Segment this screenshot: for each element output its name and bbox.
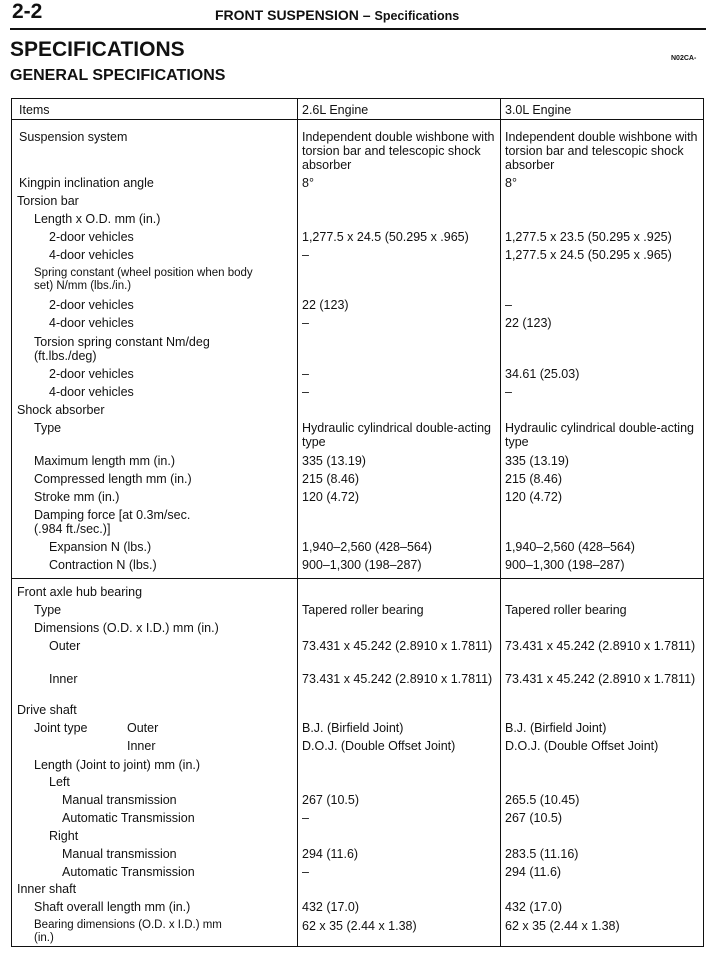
row-sc_4door-2-6l: – [302, 316, 309, 330]
row-bearing-item: Bearing dimensions (O.D. x I.D.) mm (in.) [34, 919, 222, 944]
row-outer-item: Outer [49, 639, 81, 653]
row-r_manual-2-6l: 294 (11.6) [302, 847, 359, 861]
row-is_len-3-0l: 432 (17.0) [505, 900, 562, 914]
row-susp-3-0l: Independent double wishbone with torsion bar and telescopic shock absorber [505, 130, 698, 172]
header-2-6l-engine: 2.6L Engine [302, 103, 369, 117]
row-inner-3-0l: 73.431 x 45.242 (2.8910 x 1.7811) [505, 672, 696, 686]
row-left-item: Left [49, 775, 70, 789]
row-stroke-3-0l: 120 (4.72) [505, 490, 562, 504]
row-bearing-2-6l: 62 x 35 (2.44 x 1.38) [302, 919, 417, 933]
section-title: FRONT SUSPENSION [215, 7, 359, 23]
row-shock-item: Shock absorber [17, 403, 105, 417]
row-l_manual-2-6l: 267 (10.5) [302, 793, 359, 807]
row-complen-2-6l: 215 (8.46) [302, 472, 359, 486]
spec-table [11, 98, 704, 947]
row-expansion-2-6l: 1,940–2,560 (428–564) [302, 540, 432, 554]
row-kingpin-3-0l: 8° [505, 176, 517, 190]
header-3-0l-engine: 3.0L Engine [505, 103, 572, 117]
row-joint_outer-3-0l: B.J. (Birfield Joint) [505, 721, 607, 735]
document-code: N02CA- [671, 55, 697, 62]
subsection-title: Specifications [374, 9, 460, 23]
row-ts_2door-2-6l: – [302, 367, 309, 381]
row-joint_inner-2-6l: D.O.J. (Double Offset Joint) [302, 739, 456, 753]
row-r_auto-2-6l: – [302, 865, 309, 879]
row-is_len-2-6l: 432 (17.0) [302, 900, 359, 914]
row-sc_2door-item: 2-door vehicles [49, 298, 134, 312]
page-number: 2-2 [12, 0, 43, 23]
row-r_auto-item: Automatic Transmission [62, 865, 195, 879]
row-contraction-2-6l: 900–1,300 (198–287) [302, 558, 422, 572]
row-stroke-item: Stroke mm (in.) [34, 490, 120, 504]
row-joint_outer-2-6l: B.J. (Birfield Joint) [302, 721, 404, 735]
header-items: Items [19, 103, 50, 117]
row-susp-item: Suspension system [19, 130, 128, 144]
row-right-item: Right [49, 829, 79, 843]
row-outer-2-6l: 73.431 x 45.242 (2.8910 x 1.7811) [302, 639, 493, 653]
row-ts_4door-2-6l: – [302, 385, 309, 399]
row-joint_outer-item: Joint type [34, 721, 88, 735]
row-l_manual-item: Manual transmission [62, 793, 177, 807]
row-type-2-6l: Hydraulic cylindrical double-acting type [302, 421, 491, 449]
row-inner_shaft-item: Inner shaft [17, 882, 77, 896]
row-bearing-3-0l: 62 x 35 (2.44 x 1.38) [505, 919, 620, 933]
row-sc_2door-2-6l: 22 (123) [302, 298, 349, 312]
row-complen-item: Compressed length mm (in.) [34, 472, 192, 486]
title-separator: – [362, 7, 371, 23]
row-maxlen-3-0l: 335 (13.19) [505, 454, 569, 468]
row-damping-item: Damping force [at 0.3m/sec. (.984 ft./sec.)] [34, 508, 191, 536]
row-torsion_spring-item: Torsion spring constant Nm/deg (ft.lbs./deg) [34, 335, 210, 363]
row-contraction-3-0l: 900–1,300 (198–287) [505, 558, 625, 572]
row-kingpin-2-6l: 8° [302, 176, 314, 190]
row-tb_4door-2-6l: – [302, 248, 309, 262]
row-sc_2door-3-0l: – [505, 298, 512, 312]
row-tb_2door-3-0l: 1,277.5 x 23.5 (50.295 x .925) [505, 230, 672, 244]
row-ts_4door-3-0l: – [505, 385, 512, 399]
section-subtitle: GENERAL SPECIFICATIONS [10, 67, 226, 84]
row-tb_2door-item: 2-door vehicles [49, 230, 134, 244]
row-expansion-item: Expansion N (lbs.) [49, 540, 152, 554]
row-is_len-item: Shaft overall length mm (in.) [34, 900, 191, 914]
row-joint_outer-sub: Outer [127, 721, 159, 735]
row-r_manual-3-0l: 283.5 (11.16) [505, 847, 579, 861]
row-maxlen-2-6l: 335 (13.19) [302, 454, 366, 468]
row-hub_type-2-6l: Tapered roller bearing [302, 603, 424, 617]
column-divider [500, 99, 501, 946]
row-type-3-0l: Hydraulic cylindrical double-acting type [505, 421, 694, 449]
row-l_auto-2-6l: – [302, 811, 309, 825]
running-header [10, 2, 706, 30]
row-maxlen-item: Maximum length mm (in.) [34, 454, 175, 468]
row-l_auto-item: Automatic Transmission [62, 811, 195, 825]
row-l_manual-3-0l: 265.5 (10.45) [505, 793, 580, 807]
row-tb_2door-2-6l: 1,277.5 x 24.5 (50.295 x .965) [302, 230, 469, 244]
row-complen-3-0l: 215 (8.46) [505, 472, 562, 486]
row-sc_4door-item: 4-door vehicles [49, 316, 134, 330]
row-torsion-item: Torsion bar [17, 194, 79, 208]
column-divider [297, 99, 298, 946]
row-hub_type-item: Type [34, 603, 62, 617]
row-ds_length-item: Length (Joint to joint) mm (in.) [34, 758, 201, 772]
row-sc_4door-3-0l: 22 (123) [505, 316, 552, 330]
row-length_od-item: Length x O.D. mm (in.) [34, 212, 161, 226]
row-inner-item: Inner [49, 672, 78, 686]
page-title: SPECIFICATIONS [10, 38, 185, 61]
row-ts_2door-3-0l: 34.61 (25.03) [505, 367, 580, 381]
row-tb_4door-item: 4-door vehicles [49, 248, 134, 262]
row-ts_4door-item: 4-door vehicles [49, 385, 134, 399]
row-joint_inner-sub: Inner [127, 739, 156, 753]
row-stroke-2-6l: 120 (4.72) [302, 490, 359, 504]
row-outer-3-0l: 73.431 x 45.242 (2.8910 x 1.7811) [505, 639, 696, 653]
row-spring_const-item: Spring constant (wheel position when body set) N/mm (lbs./in.) [34, 267, 253, 292]
row-dims-item: Dimensions (O.D. x I.D.) mm (in.) [34, 621, 219, 635]
row-l_auto-3-0l: 267 (10.5) [505, 811, 562, 825]
section-divider [12, 578, 703, 579]
row-joint_inner-3-0l: D.O.J. (Double Offset Joint) [505, 739, 659, 753]
row-tb_4door-3-0l: 1,277.5 x 24.5 (50.295 x .965) [505, 248, 672, 262]
row-contraction-item: Contraction N (lbs.) [49, 558, 157, 572]
row-r_auto-3-0l: 294 (11.6) [505, 865, 562, 879]
row-ts_2door-item: 2-door vehicles [49, 367, 134, 381]
row-inner-2-6l: 73.431 x 45.242 (2.8910 x 1.7811) [302, 672, 493, 686]
row-type-item: Type [34, 421, 62, 435]
row-expansion-3-0l: 1,940–2,560 (428–564) [505, 540, 635, 554]
row-susp-2-6l: Independent double wishbone with torsion bar and telescopic shock absorber [302, 130, 495, 172]
row-drive-item: Drive shaft [17, 703, 77, 717]
row-kingpin-item: Kingpin inclination angle [19, 176, 154, 190]
row-r_manual-item: Manual transmission [62, 847, 177, 861]
running-title [215, 7, 459, 23]
row-hub-item: Front axle hub bearing [17, 585, 143, 599]
row-hub_type-3-0l: Tapered roller bearing [505, 603, 627, 617]
header-divider [12, 119, 703, 120]
